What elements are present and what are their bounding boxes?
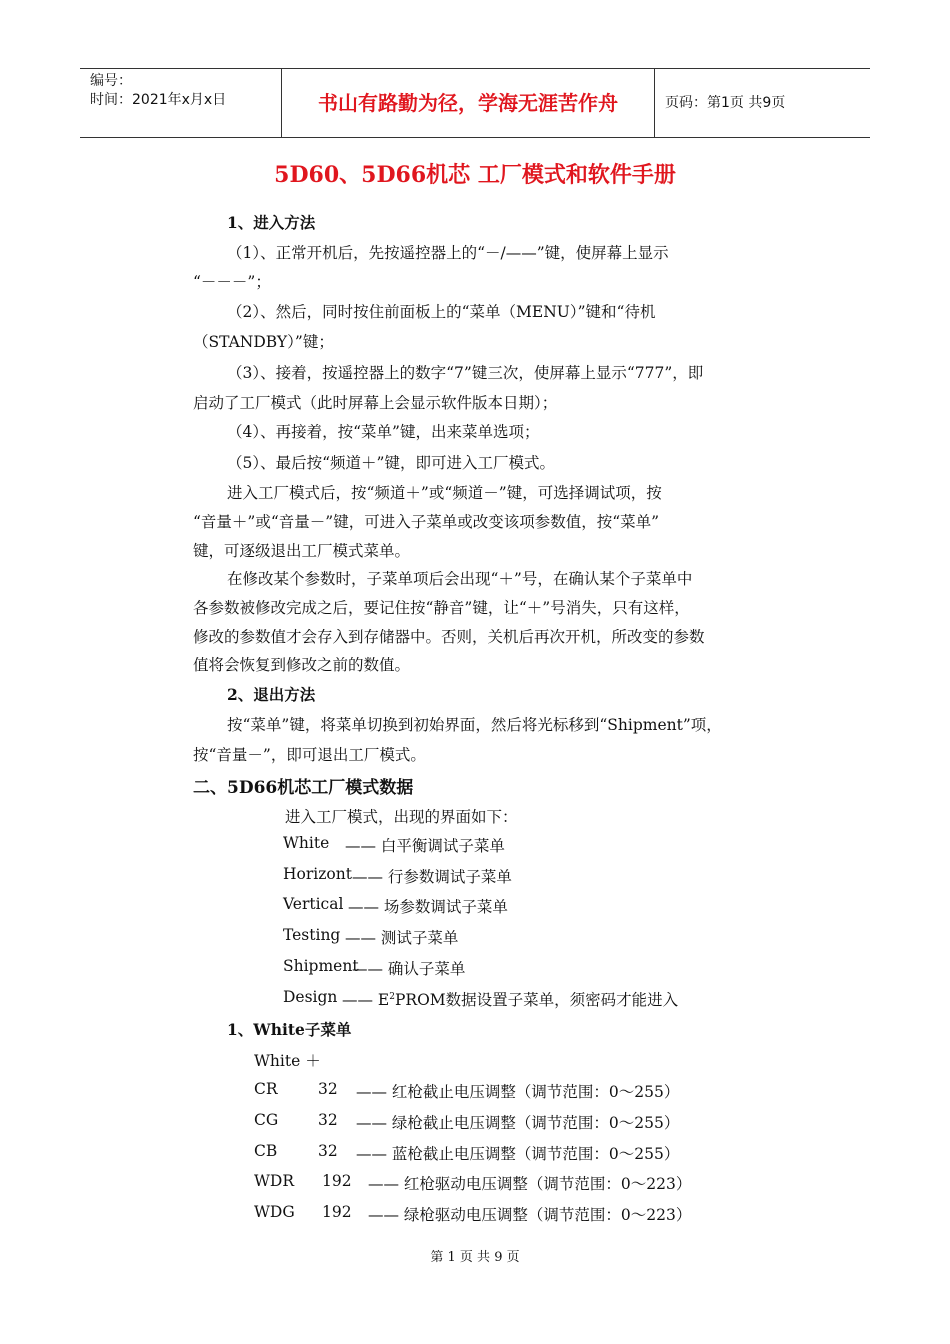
param-key: CR <box>254 1080 278 1098</box>
paragraph-line: 键，可逐级退出工厂模式菜单。 <box>193 542 411 560</box>
white-sub-heading: 1、White子菜单 <box>227 1020 352 1039</box>
menu-item-desc: —— 白平衡调试子菜单 <box>345 837 505 855</box>
header-left-cell <box>80 69 282 137</box>
param-desc: —— 红枪截止电压调整（调节范围：0～255） <box>356 1083 680 1101</box>
paragraph-line: “－－－”； <box>193 273 271 291</box>
param-desc: —— 绿枪截止电压调整（调节范围：0～255） <box>356 1114 680 1132</box>
part2-heading: 二、5D66机芯工厂模式数据 <box>193 778 414 798</box>
menu-item-desc: —— 确认子菜单 <box>352 960 466 978</box>
menu-item-name: Testing <box>283 926 341 944</box>
paragraph-line: （1）、正常开机后，先按遥控器上的“－/——”键，使屏幕上显示 <box>227 244 669 262</box>
page-footer: 第 1 页 共 9 页 <box>430 1250 520 1265</box>
param-key: CG <box>254 1111 279 1129</box>
param-desc: —— 蓝枪截止电压调整（调节范围：0～255） <box>356 1145 680 1163</box>
paragraph-line: 修改的参数值才会存入到存储器中。否则，关机后再次开机，所改变的参数 <box>193 628 705 646</box>
param-value: 32 <box>318 1142 338 1160</box>
section2-heading: 2、退出方法 <box>227 685 316 704</box>
param-key: WDR <box>254 1172 295 1190</box>
paragraph-line: （4）、再接着，按“菜单”键，出来菜单选项； <box>227 423 540 441</box>
menu-item-desc: —— 行参数调试子菜单 <box>352 868 512 886</box>
param-value: 192 <box>322 1203 352 1221</box>
section1-heading: 1、进入方法 <box>227 213 316 232</box>
header-right-cell <box>655 69 870 137</box>
menu-item-desc <box>342 988 678 1010</box>
paragraph-line: “音量＋”或“音量－”键，可进入子菜单或改变该项参数值，按“菜单” <box>193 513 660 531</box>
paragraph-line: 按“菜单”键，将菜单切换到初始界面，然后将光标移到“Shipment”项， <box>227 716 722 734</box>
param-value: 32 <box>318 1080 338 1098</box>
paragraph-line: （5）、最后按“频道＋”键，即可进入工厂模式。 <box>227 454 555 472</box>
number-label: 编号： <box>90 73 132 89</box>
header-table <box>80 68 870 138</box>
menu-item-desc: —— 测试子菜单 <box>345 929 459 947</box>
paragraph-line: （3）、接着，按遥控器上的数字“7”键三次，使屏幕上显示“777”，即 <box>227 364 704 382</box>
design-desc-prefix: —— E <box>342 991 390 1009</box>
menu-item-name: Horizont <box>283 865 352 883</box>
design-desc-sup: 2 <box>389 991 395 1002</box>
menu-item-name: Design <box>283 988 338 1006</box>
white-sub-first: White ＋ <box>254 1052 321 1070</box>
param-value: 192 <box>322 1172 352 1190</box>
paragraph-line: 值将会恢复到修改之前的数值。 <box>193 656 411 674</box>
menu-item-desc: —— 场参数调试子菜单 <box>348 898 508 916</box>
paragraph-line: 进入工厂模式后，按“频道＋”或“频道－”键，可选择调试项，按 <box>227 484 662 502</box>
paragraph-line: 按“音量－”，即可退出工厂模式。 <box>193 746 426 764</box>
paragraph-line: 在修改某个参数时，子菜单项后会出现“＋”号，在确认某个子菜单中 <box>227 570 693 588</box>
page-label: 页码：第1页 共9页 <box>665 95 786 111</box>
paragraph-line: （2）、然后，同时按住前面板上的“菜单（MENU）”键和“待机 <box>227 303 656 321</box>
param-desc: —— 绿枪驱动电压调整（调节范围：0～223） <box>368 1206 692 1224</box>
paragraph-line: 各参数被修改完成之后，要记住按“静音”键，让“＋”号消失，只有这样， <box>193 599 690 617</box>
time-label: 时间：2021年x月x日 <box>90 92 227 108</box>
design-desc-suffix: PROM数据设置子菜单，须密码才能进入 <box>394 991 679 1009</box>
part2-intro: 进入工厂模式，出现的界面如下： <box>285 808 518 826</box>
motto: 书山有路勤为径，学海无涯苦作舟 <box>318 91 618 115</box>
param-value: 32 <box>318 1111 338 1129</box>
paragraph-line: （STANDBY）”键； <box>193 333 334 351</box>
param-desc: —— 红枪驱动电压调整（调节范围：0～223） <box>368 1175 692 1193</box>
param-key: WDG <box>254 1203 295 1221</box>
paragraph-line: 启动了工厂模式（此时屏幕上会显示软件版本日期）； <box>193 394 558 412</box>
param-key: CB <box>254 1142 278 1160</box>
menu-item-name: Shipment <box>283 957 359 975</box>
page-title: 5D60、5D66机芯 工厂模式和软件手册 <box>274 162 676 188</box>
header-center-cell <box>282 69 655 137</box>
menu-item-name: Vertical <box>283 895 344 913</box>
menu-item-name: White <box>283 834 330 852</box>
